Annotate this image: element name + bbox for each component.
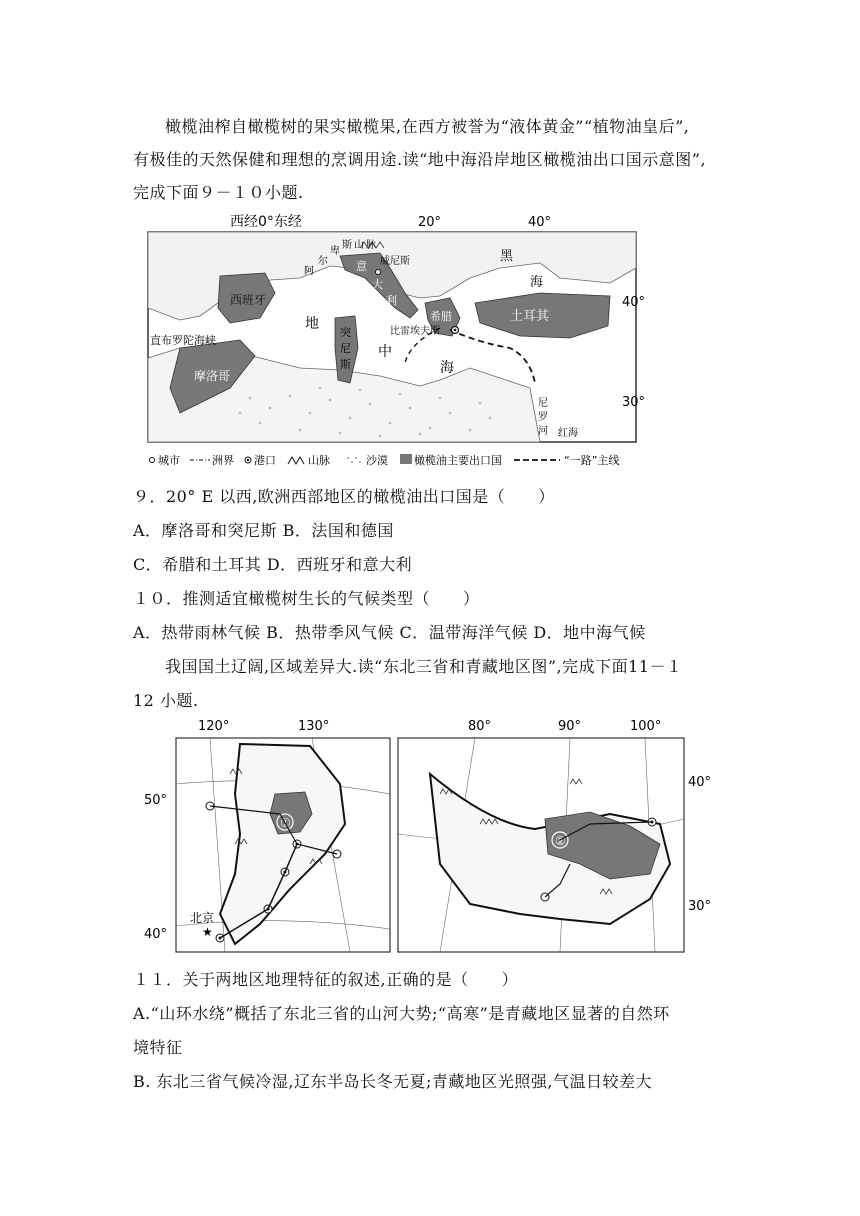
map1-lon-20: 20°: [418, 215, 442, 230]
intro1-line1: 橄榄油榨自橄榄树的果实橄榄果,在西方被誉为“液体黄金”“植物油皇后”,: [165, 117, 690, 136]
label-nile-b: 罗: [538, 412, 548, 423]
intro1-line3: 完成下面９－１０小题.: [133, 183, 304, 202]
label-med-b: 中: [378, 344, 392, 360]
label-italy-a: 意: [356, 260, 367, 273]
label-nile-c: 河: [538, 426, 548, 437]
label-turkey: 土耳其: [510, 309, 550, 324]
intro2-line2: 12 小题.: [133, 691, 199, 710]
label-piraeus: 比雷埃夫斯: [390, 326, 440, 337]
beijing-star-icon: ★: [202, 925, 213, 939]
right-lat-30: 30°: [688, 899, 712, 914]
label-red-sea: 红海: [558, 428, 578, 439]
right-lon-90: 90°: [558, 719, 582, 734]
label-tunisia-c: 斯: [340, 358, 351, 371]
label-spain: 西班牙: [230, 293, 267, 307]
legend-road: “一路”主线: [564, 454, 620, 467]
label-med-a: 地: [305, 316, 319, 332]
map1-topleft-label: 西经0°东经: [230, 214, 302, 230]
label-greece: 希腊: [430, 310, 452, 323]
label-tunisia-b: 尼: [340, 342, 351, 355]
label-alps-f: 脉: [366, 240, 376, 251]
label-alps-a: 阿: [304, 266, 314, 277]
right-lon-80: 80°: [468, 719, 492, 734]
right-lon-100: 100°: [630, 719, 662, 734]
left-lat-40: 40°: [144, 927, 168, 942]
q11-option-a-line2: 境特征: [133, 1038, 183, 1057]
legend-continent: 洲界: [212, 454, 234, 467]
mediterranean-map: [140, 208, 650, 470]
label-black-sea-b: 海: [530, 275, 544, 290]
map1-lat-30: 30°: [622, 395, 646, 410]
q9-stem: ９．20° E 以西,欧洲西部地区的橄榄油出口国是（ ）: [133, 487, 555, 506]
q11-option-a-line1: A.“山环水绕”概括了东北三省的山河大势;“高寒”是青藏地区显著的自然环: [133, 1004, 670, 1023]
label-alps-e: 山: [354, 240, 364, 251]
q11-option-b: B. 东北三省气候冷湿,辽东半岛长冬无夏;青藏地区光照强,气温日较差大: [133, 1072, 652, 1091]
map1-lon-40: 40°: [528, 215, 552, 230]
label-nile-a: 尼: [538, 398, 548, 409]
label-alps-b: 尔: [318, 256, 328, 267]
label-italy-b: 大: [372, 278, 383, 291]
intro2-line1: 我国国土辽阔,区域差异大.读“东北三省和青藏地区图”,完成下面11－１: [165, 657, 683, 676]
intro1-line2: 有极佳的天然保健和理想的烹调用途.读“地中海沿岸地区橄榄油出口国示意图”,: [133, 150, 707, 169]
map1-legend: [150, 453, 620, 467]
q11-stem: １１．关于两地区地理特征的叙述,正确的是（ ）: [133, 970, 519, 989]
legend-desert: 沙漠: [366, 454, 388, 467]
label-venice: 威尼斯: [380, 256, 410, 267]
marker-1: ①: [280, 816, 291, 830]
label-alps-c: 卑: [330, 246, 340, 257]
left-lon-130: 130°: [298, 719, 330, 734]
right-lat-40: 40°: [688, 775, 712, 790]
legend-port: 港口: [254, 454, 276, 467]
label-beijing: 北京: [190, 911, 215, 925]
label-italy-c: 利: [386, 294, 397, 307]
marker-2: ②: [555, 834, 566, 848]
label-med-c: 海: [440, 360, 454, 376]
left-lat-50: 50°: [144, 793, 168, 808]
legend-exporter: 橄榄油主要出口国: [414, 454, 502, 467]
label-tunisia-a: 突: [340, 326, 351, 339]
q10-stem: １０．推测适宜橄榄树生长的气候类型（ ）: [133, 589, 480, 608]
label-alps-d: 斯: [342, 240, 352, 251]
label-morocco: 摩洛哥: [194, 369, 231, 383]
label-gibraltar: 直布罗陀海峡: [150, 334, 216, 347]
legend-mountain: 山脉: [308, 454, 330, 467]
china-regions-map: [140, 714, 720, 960]
left-lon-120: 120°: [198, 719, 230, 734]
q10-options: A．热带雨林气候 B．热带季风气候 C．温带海洋气候 D．地中海气候: [133, 623, 646, 642]
map1-lat-40: 40°: [622, 295, 646, 310]
label-black-sea-a: 黑: [500, 249, 514, 264]
legend-city: 城市: [158, 454, 180, 467]
q9-options-ab: A．摩洛哥和突尼斯 B．法国和德国: [133, 521, 394, 540]
q9-options-cd: C．希腊和土耳其 D．西班牙和意大利: [133, 555, 413, 574]
